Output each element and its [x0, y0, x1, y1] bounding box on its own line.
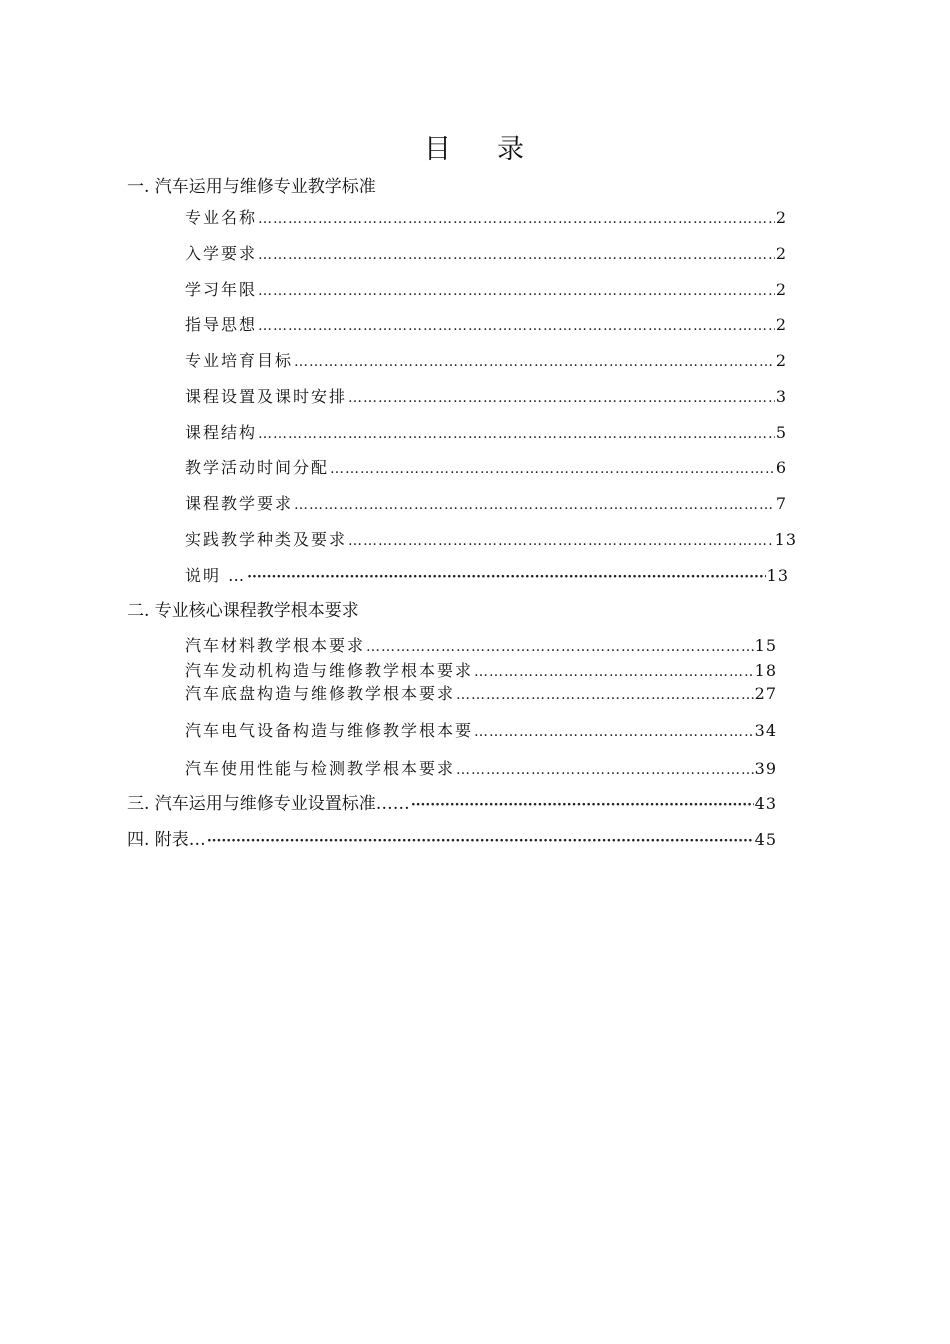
title-char-1: 目: [424, 134, 453, 165]
toc-entry-label: 三. 汽车运用与维修专业设置标准……: [127, 794, 410, 814]
toc-entry-page: 13: [774, 530, 797, 549]
toc-entry-label: 专业培育目标: [185, 351, 294, 370]
section-entry-3[interactable]: [127, 793, 777, 816]
leader-dots: [456, 759, 754, 781]
toc-entry[interactable]: [185, 720, 777, 743]
toc-entry[interactable]: [185, 207, 787, 230]
leader-dots: [294, 351, 775, 373]
section-entry-4[interactable]: [127, 829, 777, 852]
toc-entry-page: 15: [754, 636, 777, 655]
toc-entry-page: 3: [775, 387, 787, 406]
section-heading-1: 一. 汽车运用与维修专业教学标准: [127, 177, 376, 197]
toc-entry-label: 实践教学种类及要求: [185, 530, 348, 549]
toc-entry-page: 2: [775, 208, 787, 227]
leader-dots: [456, 684, 754, 706]
toc-entry-label: 学习年限: [185, 280, 258, 299]
leader-dots: [294, 494, 775, 516]
leader-dots: [474, 721, 754, 743]
toc-entry-label: 课程结构: [185, 423, 258, 442]
leader-dots: [207, 830, 754, 852]
toc-entry-label: 专业名称: [185, 208, 258, 227]
toc-entry-page: 7: [775, 494, 787, 513]
toc-entry-page: 6: [775, 458, 787, 477]
toc-entry[interactable]: [185, 758, 777, 781]
toc-entry[interactable]: [185, 314, 787, 337]
toc-entry-label: 指导思想: [185, 315, 258, 334]
toc-entry[interactable]: [185, 660, 777, 683]
toc-entry[interactable]: [185, 350, 787, 373]
toc-entry-page: 13: [766, 566, 789, 585]
leader-dots: [366, 636, 754, 658]
toc-entry-label: 汽车发动机构造与维修教学根本要求: [185, 661, 474, 680]
page-title: [0, 132, 950, 168]
toc-entry-page: 27: [754, 684, 777, 703]
toc-entry-page: 43: [754, 794, 777, 813]
toc-entry-page: 2: [775, 280, 787, 299]
leader-dots: [348, 387, 775, 409]
toc-entry-page: 2: [775, 351, 787, 370]
toc-entry[interactable]: [185, 243, 787, 266]
toc-entry-label: 汽车电气设备构造与维修教学根本要: [185, 721, 474, 740]
toc-entry[interactable]: [185, 422, 787, 445]
toc-entry[interactable]: [185, 386, 787, 409]
toc-entry-label: 入学要求: [185, 244, 258, 263]
leader-dots: [258, 244, 775, 266]
toc-entry[interactable]: [185, 457, 787, 480]
leader-dots: [411, 794, 754, 816]
toc-entry[interactable]: [185, 279, 787, 302]
toc-entry-label: 汽车底盘构造与维修教学根本要求: [185, 684, 456, 703]
toc-entry-label: 课程教学要求: [185, 494, 294, 513]
leader-dots: [474, 661, 754, 683]
toc-entry[interactable]: [185, 529, 797, 552]
toc-entry-page: 18: [754, 661, 777, 680]
toc-entry-label: 课程设置及课时安排: [185, 387, 348, 406]
toc-entry-label: 四. 附表…: [127, 830, 206, 850]
toc-entry[interactable]: [185, 635, 777, 658]
leader-dots: [348, 530, 774, 552]
toc-entry[interactable]: [185, 565, 789, 588]
leader-dots: [247, 566, 766, 588]
toc-entry-label: 教学活动时间分配: [185, 458, 330, 477]
toc-entry-label: 汽车使用性能与检测教学根本要求: [185, 759, 456, 778]
leader-dots: [258, 208, 775, 230]
leader-dots: [330, 458, 775, 480]
toc-entry-page: 2: [775, 244, 787, 263]
leader-dots: [258, 423, 775, 445]
toc-entry-page: 45: [754, 830, 777, 849]
toc-entry[interactable]: [185, 493, 787, 516]
toc-entry[interactable]: [185, 683, 777, 706]
section-heading-2: 二. 专业核心课程教学根本要求: [127, 601, 359, 621]
toc-entry-label: 汽车材料教学根本要求: [185, 636, 366, 655]
toc-entry-page: 2: [775, 315, 787, 334]
leader-dots: [258, 315, 775, 337]
toc-entry-page: 39: [754, 759, 777, 778]
title-char-2: 录: [497, 134, 526, 165]
toc-entry-page: 5: [775, 423, 787, 442]
toc-entry-label: 说明 …: [185, 566, 247, 585]
toc-entry-page: 34: [754, 721, 777, 740]
leader-dots: [258, 280, 775, 302]
